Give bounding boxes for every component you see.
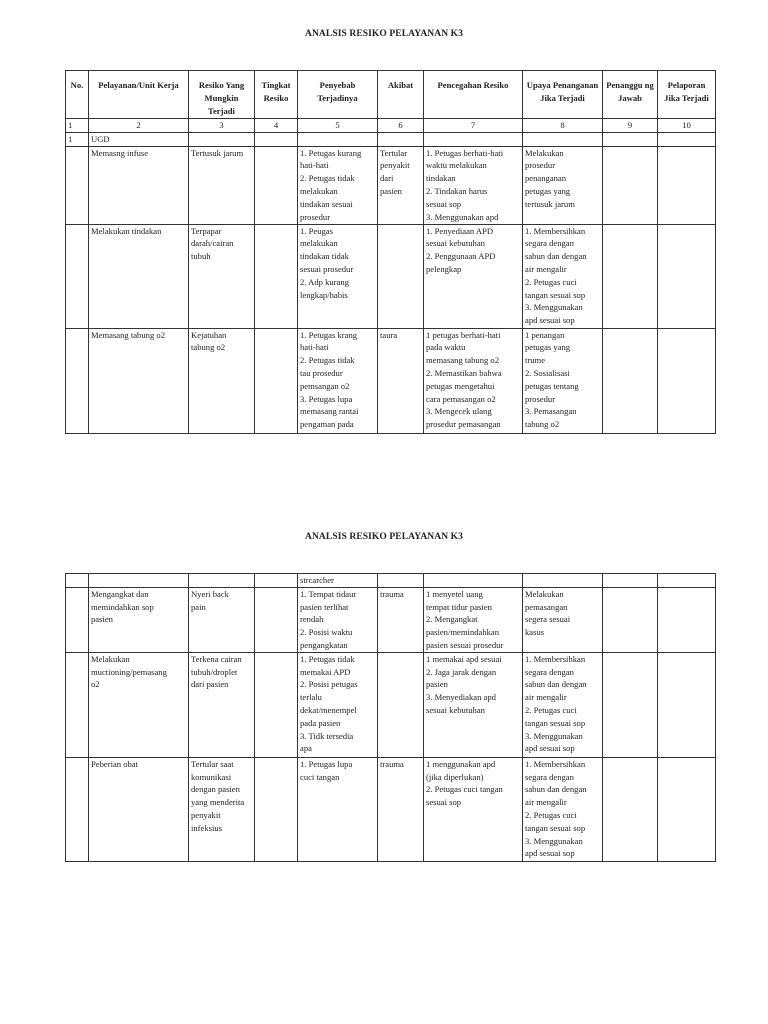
handling-cell: 1. Membersihkan segara dengan sabun dan dengan air mengalir 2. Petugas cuci tangan sesuai sop 3. Menggunakan apd sesuai sop: [523, 224, 603, 328]
service-cell: Melakukan tindakan: [89, 224, 189, 328]
service-cell: Memasang tabung o2: [89, 328, 189, 433]
row-no: [66, 587, 89, 652]
column-number: 4: [255, 119, 298, 133]
unit-no: 1: [66, 132, 89, 146]
service-cell: [89, 574, 189, 588]
prevention-cell: 1 menyetel uang tempat tidur pasien 2. Mengangkat pasien/memindahkan pasien sesuai prosedur: [424, 587, 523, 652]
table-row: [66, 224, 716, 328]
report-cell: [658, 574, 716, 588]
row-no: [66, 224, 89, 328]
pic-cell: [603, 146, 658, 224]
cause-cell: 1. Petugas kurang hati-hati 2. Petugas tidak melakukan tindakan sesuai prosedur: [298, 146, 378, 224]
handling-cell: Melakukan pemasangan segera sesuai kasus: [523, 587, 603, 652]
handling-cell: [523, 574, 603, 588]
unit-row: [66, 132, 716, 146]
cause-cell: 1. Petugas lupa cuci tangan: [298, 757, 378, 861]
level-cell: [255, 146, 298, 224]
column-number-row: [66, 119, 716, 133]
level-cell: [255, 757, 298, 861]
column-number: 5: [298, 119, 378, 133]
pic-cell: [603, 587, 658, 652]
risk-cell: Tertular saat komunikasi dengan pasien yang menderita penyakit infeksius: [189, 757, 255, 861]
column-number: 9: [603, 119, 658, 133]
pic-cell: [603, 224, 658, 328]
effect-cell: taura: [378, 328, 424, 433]
report-cell: [658, 587, 716, 652]
row-no: [66, 757, 89, 861]
row-no: [66, 328, 89, 433]
prevention-cell: 1. Petugas berhati-hati waktu melakukan tindakan 2. Tindakan harus sesuai sop 3. Menggunakan apd: [424, 146, 523, 224]
effect-cell: [378, 574, 424, 588]
report-cell: [658, 757, 716, 861]
level-cell: [255, 224, 298, 328]
effect-cell: trauma: [378, 757, 424, 861]
risk-cell: Terpapar darah/cairan tubuh: [189, 224, 255, 328]
table-row: [66, 146, 716, 224]
pic-cell: [603, 574, 658, 588]
header-effect: Akibat: [378, 71, 424, 119]
level-cell: [255, 587, 298, 652]
prevention-cell: 1. Penyediaan APD sesuai kebutuhan 2. Penggunaan APD pelengkap: [424, 224, 523, 328]
column-number: 2: [89, 119, 189, 133]
header-level: Tingkat Resiko: [255, 71, 298, 119]
level-cell: [255, 574, 298, 588]
cause-cell: strcarcher: [298, 574, 378, 588]
handling-cell: 1. Membersihkan segara dengan sabun dan dengan air mengalir 2. Petugas cuci tangan sesuai sop 3. Menggunakan apd sesuai sop: [523, 757, 603, 861]
risk-table-page2: [65, 573, 716, 862]
effect-cell: [378, 652, 424, 757]
header-no: No.: [66, 71, 89, 119]
header-row: [66, 71, 716, 119]
handling-cell: 1 penangan petugas yang trume 2. Sosialisasi petugas tentang prosedur 3. Pemasangan tabung o2: [523, 328, 603, 433]
column-number: 10: [658, 119, 716, 133]
column-number: 6: [378, 119, 424, 133]
service-cell: Memasng infuse: [89, 146, 189, 224]
table-row: [66, 757, 716, 861]
cause-cell: 1. Tempat tidaur pasien terlihat rendah 2. Posisi waktu pengangkatan: [298, 587, 378, 652]
table-row: [66, 328, 716, 433]
service-cell: Melakukan muctioning/pemasang o2: [89, 652, 189, 757]
cause-cell: 1. Petugas krang hati-hati 2. Petugas tidak tau prosedur pemsangan o2 3. Petugas lupa memasang rantai pengaman pada: [298, 328, 378, 433]
handling-cell: Melakukan prosedur penanganan petugas yang tertusuk jarum: [523, 146, 603, 224]
report-cell: [658, 652, 716, 757]
table-row: [66, 574, 716, 588]
risk-cell: Tertusuk jarum: [189, 146, 255, 224]
risk-cell: Kejatuhan tabung o2: [189, 328, 255, 433]
page2-title: ANALSIS RESIKO PELAYANAN K3: [305, 532, 463, 542]
prevention-cell: 1 petugas berhati-hati pada waktu memasang tabung o2 2. Memastikan bahwa petugas mengetahui cara pemasangan o2 3. Mengecek ulang prosedur pemasangan: [424, 328, 523, 433]
service-cell: Mengangkat dan memindahkan sop pasien: [89, 587, 189, 652]
cause-cell: 1. Petugas tidak memakai APD 2. Posisi petugas terlalu dekat/menempel pada pasien 3. Tidk tersedia apa: [298, 652, 378, 757]
header-risk: Resiko Yang Mungkin Terjadi: [189, 71, 255, 119]
header-service: Pelayanan/Unit Kerja: [89, 71, 189, 119]
report-cell: [658, 146, 716, 224]
level-cell: [255, 328, 298, 433]
effect-cell: Tertular penyakit dari pasien: [378, 146, 424, 224]
prevention-cell: [424, 574, 523, 588]
pic-cell: [603, 757, 658, 861]
pic-cell: [603, 328, 658, 433]
risk-table-page1: [65, 70, 716, 434]
prevention-cell: 1 memakai apd sesuai 2. Jaga jarak dengan pasien 3. Menyediakan apd sesuai kebutuhan: [424, 652, 523, 757]
prevention-cell: 1 menggunakan apd (jika diperlukan) 2. Petugas cuci tangan sesuai sop: [424, 757, 523, 861]
column-number: 1: [66, 119, 89, 133]
effect-cell: trauma: [378, 587, 424, 652]
header-handling: Upaya Penanganan Jika Terjadi: [523, 71, 603, 119]
row-no: [66, 652, 89, 757]
risk-cell: [189, 574, 255, 588]
column-number: 7: [424, 119, 523, 133]
header-pic: Penanggu ng Jawab: [603, 71, 658, 119]
effect-cell: [378, 224, 424, 328]
level-cell: [255, 652, 298, 757]
report-cell: [658, 328, 716, 433]
risk-cell: Terkena cairan tubuh/droplet dari pasien: [189, 652, 255, 757]
service-cell: Peberian obat: [89, 757, 189, 861]
handling-cell: 1. Membersihkan segara dengan sabun dan dengan air mengalir 2. Petugas cuci tangan sesuai sop 3. Menggunakan apd sesuai sop: [523, 652, 603, 757]
cause-cell: 1. Peugas melakukan tindakan tidak sesuai prosedur 2. Adp kurang lengkap/habis: [298, 224, 378, 328]
header-prevention: Pencegahan Resiko: [424, 71, 523, 119]
header-report: Pelaporan Jika Terjadi: [658, 71, 716, 119]
report-cell: [658, 224, 716, 328]
column-number: 8: [523, 119, 603, 133]
risk-cell: Nyeri back pain: [189, 587, 255, 652]
row-no: [66, 146, 89, 224]
row-no: [66, 574, 89, 588]
pic-cell: [603, 652, 658, 757]
page1-title: ANALSIS RESIKO PELAYANAN K3: [305, 29, 463, 39]
unit-name: UGD: [89, 132, 189, 146]
table-row: [66, 652, 716, 757]
table-row: [66, 587, 716, 652]
column-number: 3: [189, 119, 255, 133]
header-cause: Penyebab Terjadinya: [298, 71, 378, 119]
